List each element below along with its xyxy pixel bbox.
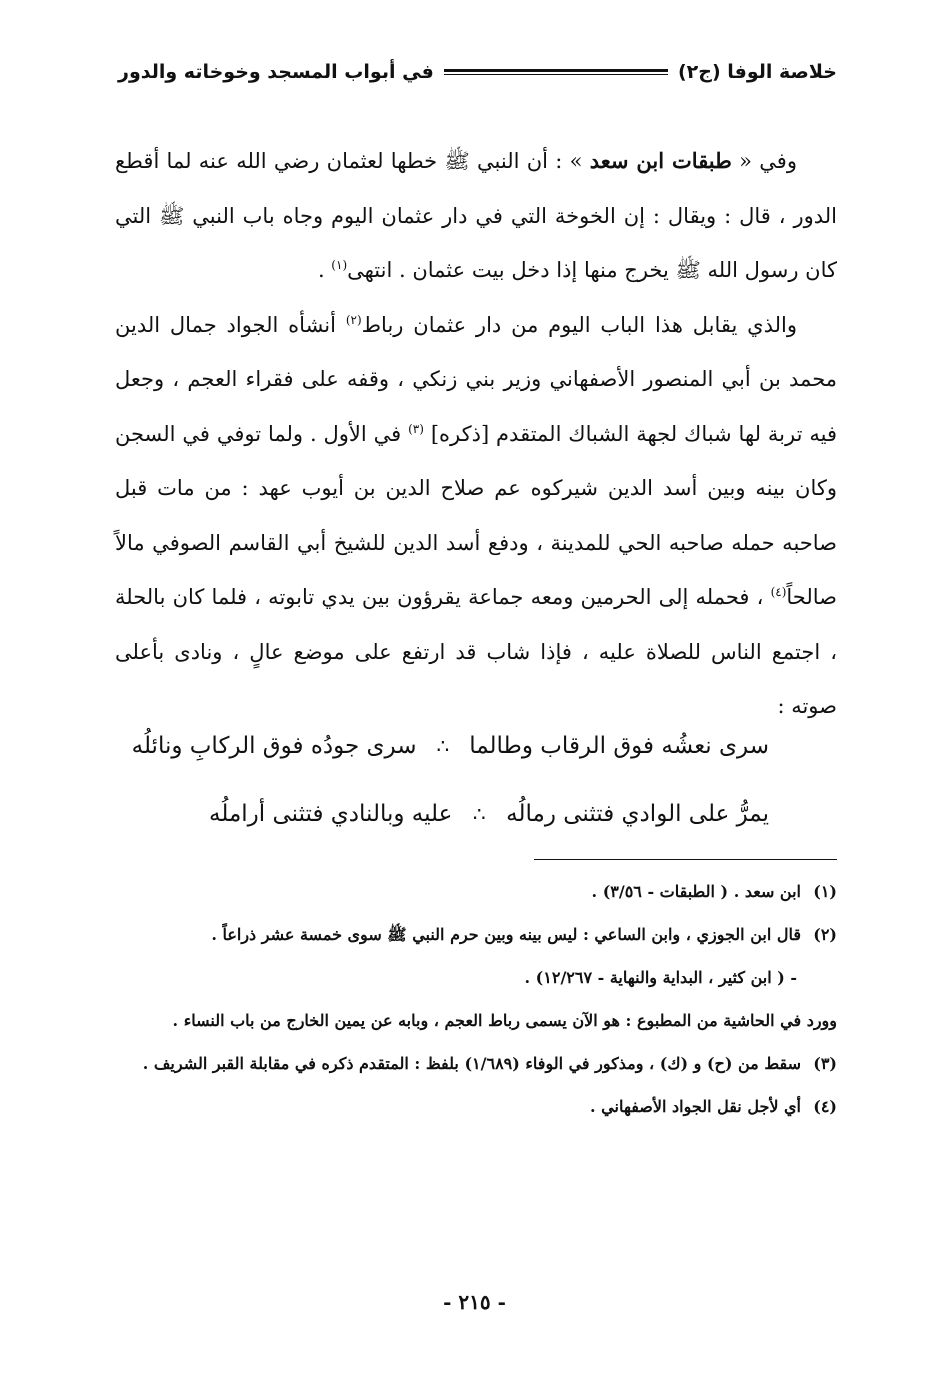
footnote-2-number: (٢) [813,925,837,944]
verse-2-second-hemistich: عليه وبالنادي فتثنى أراملُه [209,801,453,827]
poetry-verses [131,712,769,848]
verse-2-first-hemistich: يمرُّ على الوادي فتثنى رمالُه [506,801,769,827]
verse-2 [209,780,769,848]
footnote-2 [115,917,837,952]
footnote-4-number: (٤) [813,1097,837,1116]
para1-prefix: وفي « [739,149,797,173]
para2-part2: أنشأه الجواد جمال الدين محمد بن أبي المنصور الأصفهاني وزير بني زنكي ، وقفه على فقراء العجم ، وجعل فيه تربة لها شباك لجهة الشباك المتقدم [ذكره] [115,312,837,446]
footnote-2-text: قال ابن الجوزي ، وابن الساعي : ليس بينه وبين حرم النبي ﷺ سوى خمسة عشر ذراعاً . [211,925,801,944]
verse-1-separator: ∴ [436,734,450,758]
para2-part3: في الأول . ولما توفي في السجن وكان بينه وبين أسد الدين شيركوه عم صلاح الدين بن أيوب عهد : من مات قبل صاحبه حمله صاحبه الحي للمدينة ، ودفع أسد الدين للشيخ أبي القاسم الصوفي مالاً صالحاً [115,421,837,609]
paragraph-1 [115,134,837,298]
footnote-3-text: سقط من (ح) و (ك) ، ومذكور في الوفاء (١/٦٨٩) بلفظ : المتقدم ذكره في مقابلة القبر الشريف . [142,1054,801,1073]
verse-1-second-hemistich: سرى جودُه فوق الركابِ ونائلُه [131,733,417,759]
verse-1-first-hemistich: سرى نعشُه فوق الرقاب وطالما [469,733,769,759]
para1-text: » : أن النبي ﷺ خطها لعثمان رضي الله عنه لما أقطع الدور ، قال : ويقال : إن الخوخة التي في دار عثمان اليوم وجاه باب النبي ﷺ التي كان رسول الله ﷺ يخرج منها إذا دخل بيت عثمان . انتهى [115,149,837,282]
footnote-4 [115,1089,837,1124]
footnote-ref-2[interactable]: (٢) [345,312,362,327]
footnote-2-citation: - ( ابن كثير ، البداية والنهاية - ١٢/٢٦٧) . [524,968,797,987]
running-header [118,56,837,88]
source-title: طبقات ابن سعد [589,148,732,173]
verse-2-separator: ∴ [472,802,486,826]
book-title: خلاصة الوفا (ج٢) [677,61,837,83]
footnotes [115,874,837,1132]
para2-part4: ، فحمله إلى الحرمين ومعه جماعة يقرؤون بين يدي تابوته ، فلما كان بالحلة ، اجتمع الناس للصلاة عليه ، فإذا شاب قد ارتفع على موضع عالٍ ، ونادى بأعلى صوته : [115,585,837,718]
verse-1 [131,712,769,780]
footnote-ref-1[interactable]: (١) [331,258,348,272]
section-title: في أبواب المسجد وخوخاته والدور [118,61,434,83]
page-number: - ٢١٥ - [443,1290,506,1314]
footnote-4-text: أي لأجل نقل الجواد الأصفهاني . [590,1097,801,1116]
footnote-3 [115,1046,837,1081]
footnote-2-note: وورد في الحاشية من المطبوع : هو الآن يسمى رباط العجم ، وبابه عن يمين الخارج من باب النساء . [172,1011,837,1030]
footnote-1 [115,874,837,909]
main-text [115,134,837,734]
para2-part1: والذي يقابل هذا الباب اليوم من دار عثمان رباط [361,312,797,337]
footnote-ref-3[interactable]: (٣) [408,421,424,436]
footnote-3-number: (٣) [813,1054,837,1073]
header-rule [444,69,668,75]
para1-end: . [317,258,332,282]
footnote-1-number: (١) [813,882,837,901]
footnote-ref-4[interactable]: (٤) [770,585,787,599]
footnote-1-text: ابن سعد . ( الطبقات - ٣/٥٦) . [591,882,801,901]
footnote-separator [534,859,837,860]
paragraph-2 [115,298,837,734]
